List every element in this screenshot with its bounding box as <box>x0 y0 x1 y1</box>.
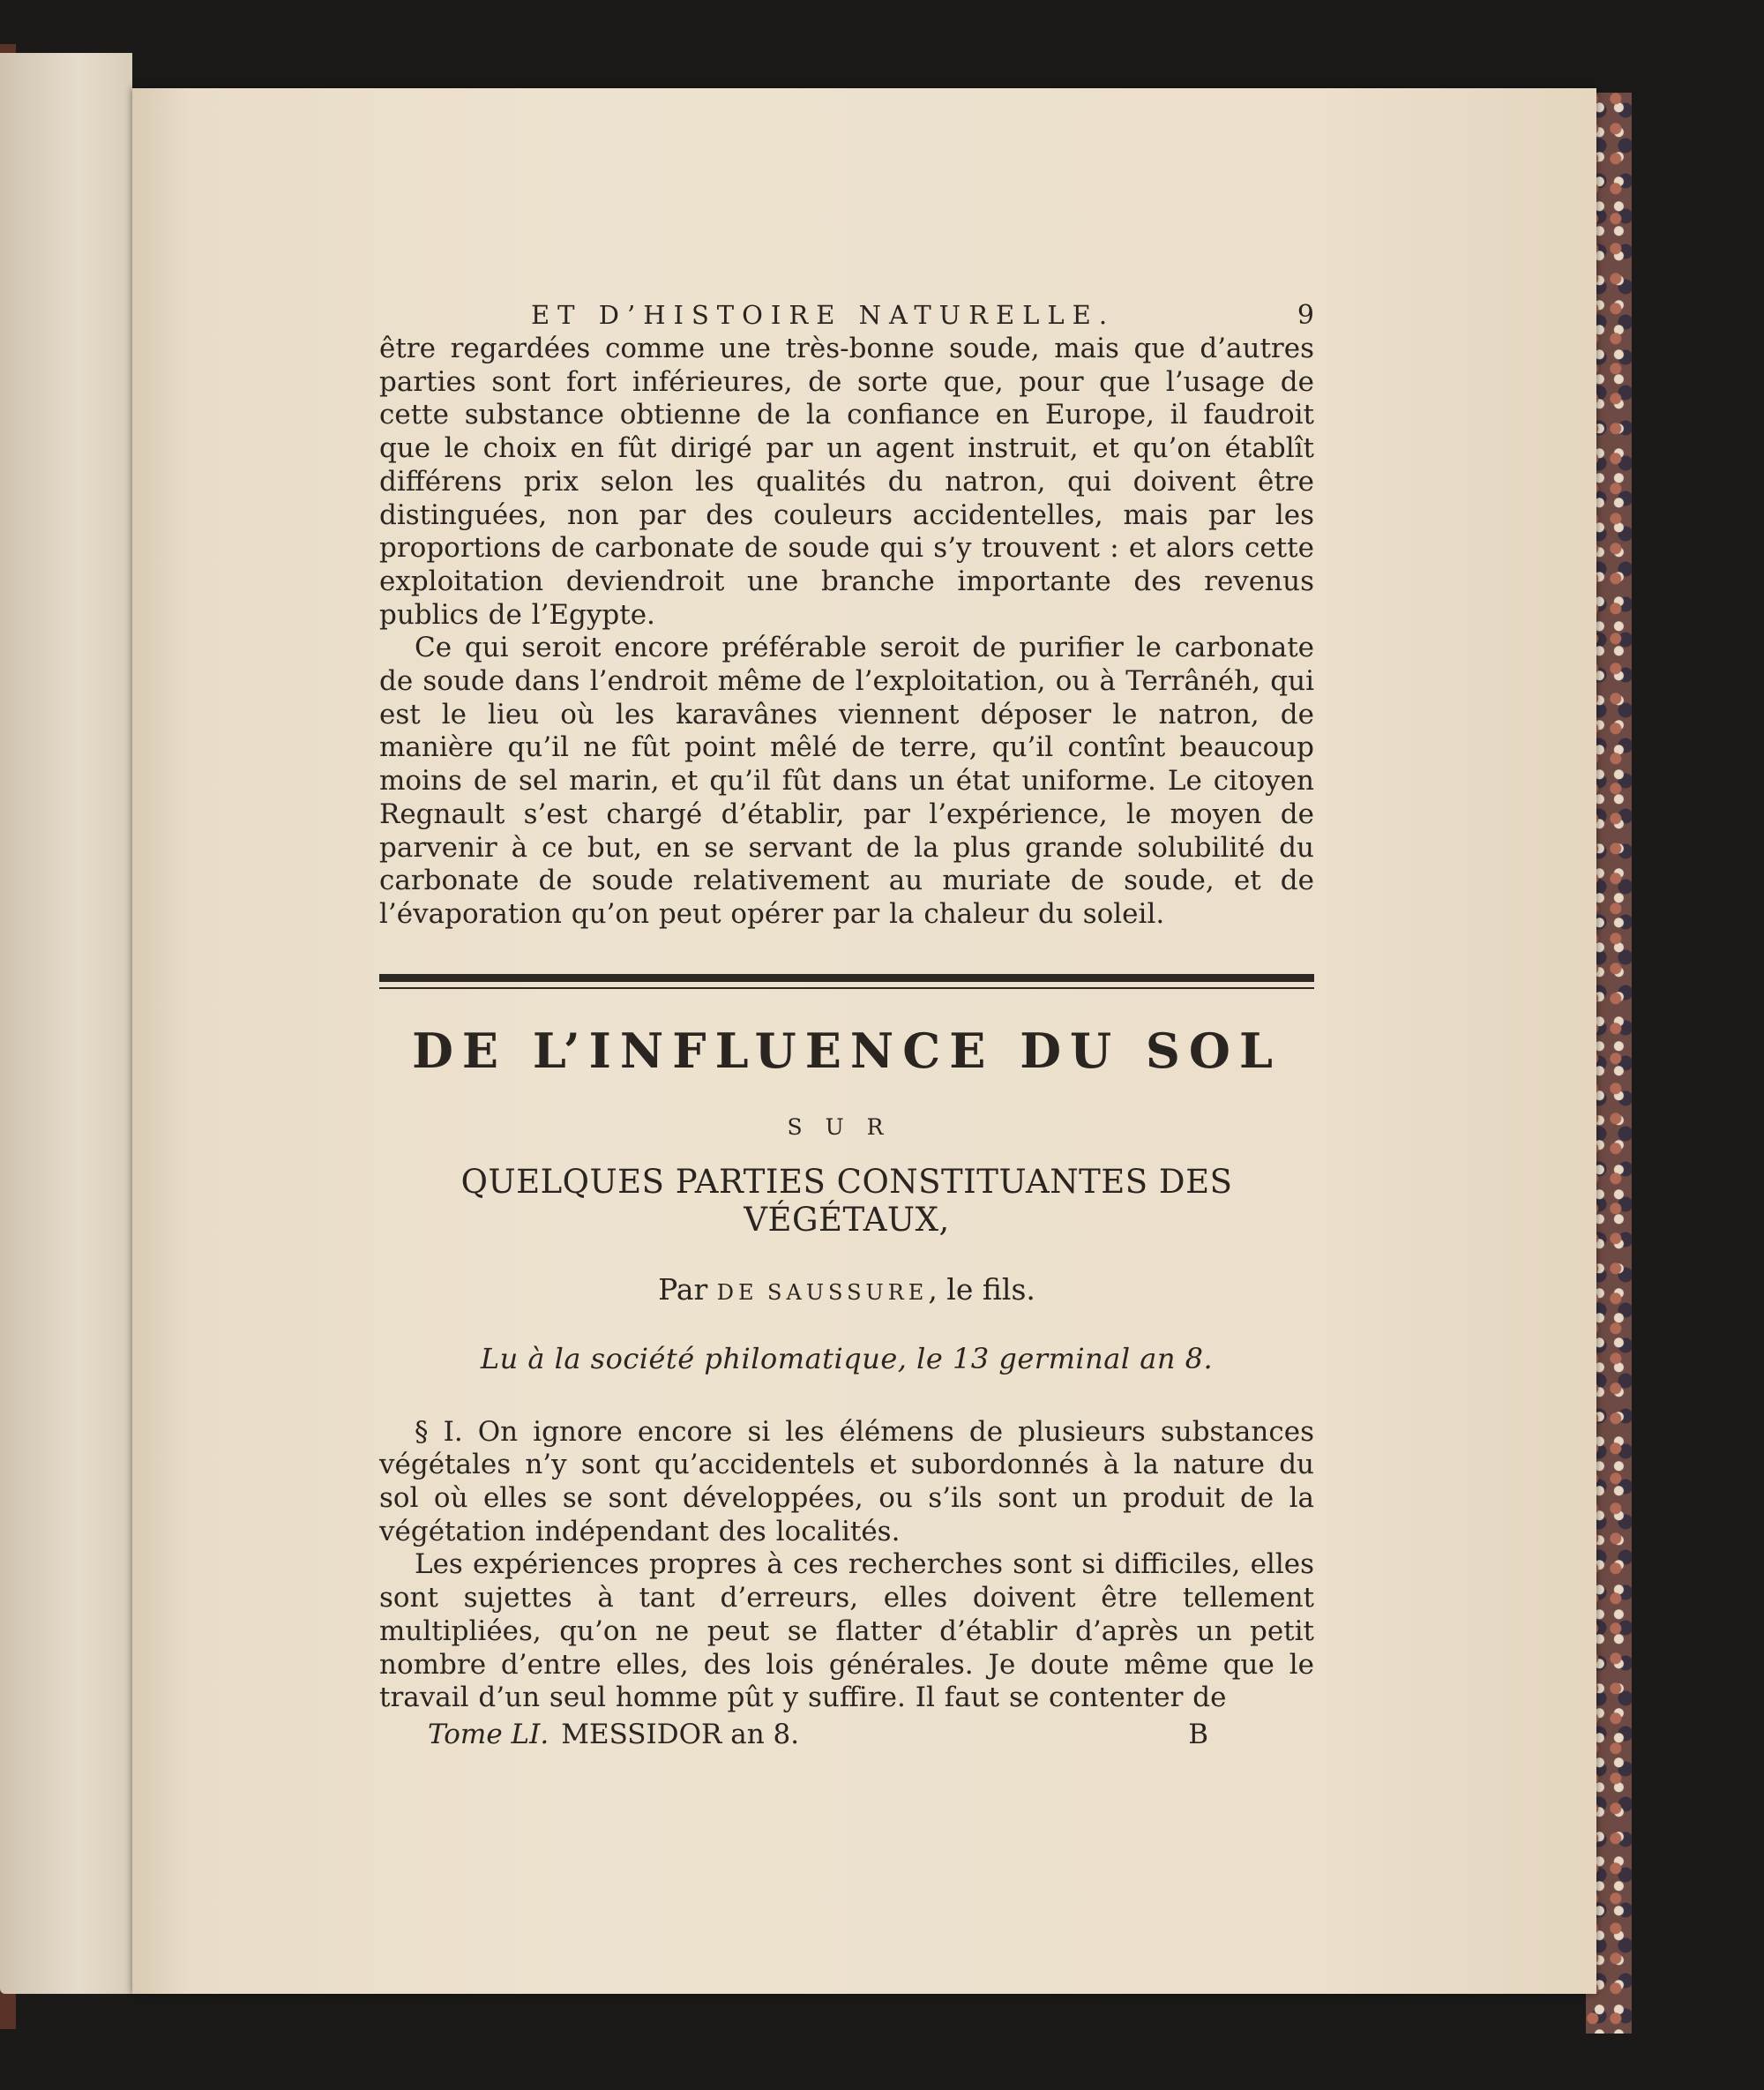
article-subtitle: QUELQUES PARTIES CONSTITUANTES DES VÉGÉTAUX, <box>460 1162 1233 1239</box>
paragraph-continued: être regardées comme une très-bonne soude, mais que d’autres parties sont fort inférieures, de sorte que, pour que l’usage de cette substance obtienne de la confiance en Europe, il faudroit que le choix en fût dirigé par un agent instruit, et qu’on établît différens prix selon les qualités du natron, qui doivent être distinguées, non par des couleurs accidentelles, mais par les proportions de carbonate de soude qui s’y trouvent : et alors cette exploitation deviendroit une branche importante des revenus publics de l’Egypte. <box>379 333 1314 631</box>
book-page <box>132 88 1596 1994</box>
author-byline <box>379 1272 1314 1307</box>
paragraph-section-1: § I. On ignore encore si les élémens de plusieurs substances végétales n’y sont qu’accidentels et subordonnés à la nature du sol où elles se sont développées, ou s’ils sont un produit de la végétation indépendant des localités. <box>379 1415 1314 1547</box>
footer-month: MESSIDOR an 8. <box>561 1718 800 1750</box>
footer-tome: Tome LI. <box>428 1718 549 1750</box>
byline-particle: DE <box>716 1279 759 1305</box>
divider-thick-rule <box>379 974 1314 982</box>
article-title: DE L’INFLUENCE DU SOL <box>412 1022 1282 1079</box>
page-content <box>379 300 1314 1750</box>
paragraph-experiments: Les expériences propres à ces recherches sont si difficiles, elles sont sujettes à tant d’erreurs, elles doivent être tellement multipliées, qu’on ne peut se flatter d’établir d’après un petit nombre d’entre elles, des lois générales. Je doute même que le travail d’un seul homme pût y suffire. Il faut se contenter de <box>379 1548 1314 1714</box>
page-footer <box>379 1719 1314 1750</box>
section-divider <box>379 974 1314 989</box>
paragraph-purification: Ce qui seroit encore préférable seroit de purifier le carbonate de soude dans l’endroit même de l’exploitation, ou à Terrânéh, qui est le lieu où les karavânes viennent déposer le natron, de manière qu’il ne fût point mêlé de terre, qu’il contînt beaucoup moins de sel marin, et qu’il fût dans un état uniforme. Le citoyen Regnault s’est chargé d’établir, par l’expérience, le moyen de parvenir à ce but, en se servant de la plus grande solubilité du carbonate de soude relativement au muriate de soude, et de l’évaporation qu’on peut opérer par la chaleur du soleil. <box>379 632 1314 930</box>
facing-page-edge <box>0 53 132 1994</box>
signature-mark: B <box>1188 1718 1208 1750</box>
author-name: SAUSSURE <box>767 1279 929 1305</box>
byline-suffix: , le fils. <box>928 1271 1035 1307</box>
divider-thin-rule <box>379 987 1314 989</box>
page-number: 9 <box>1297 300 1314 331</box>
article-title-connector: SUR <box>787 1113 907 1140</box>
running-head-title: ET D’HISTOIRE NATURELLE. <box>531 300 1116 330</box>
reading-note: Lu à la société philomatique, le 13 germinal an 8. <box>480 1341 1214 1375</box>
running-head <box>531 300 1314 331</box>
byline-prefix: Par <box>658 1271 708 1307</box>
